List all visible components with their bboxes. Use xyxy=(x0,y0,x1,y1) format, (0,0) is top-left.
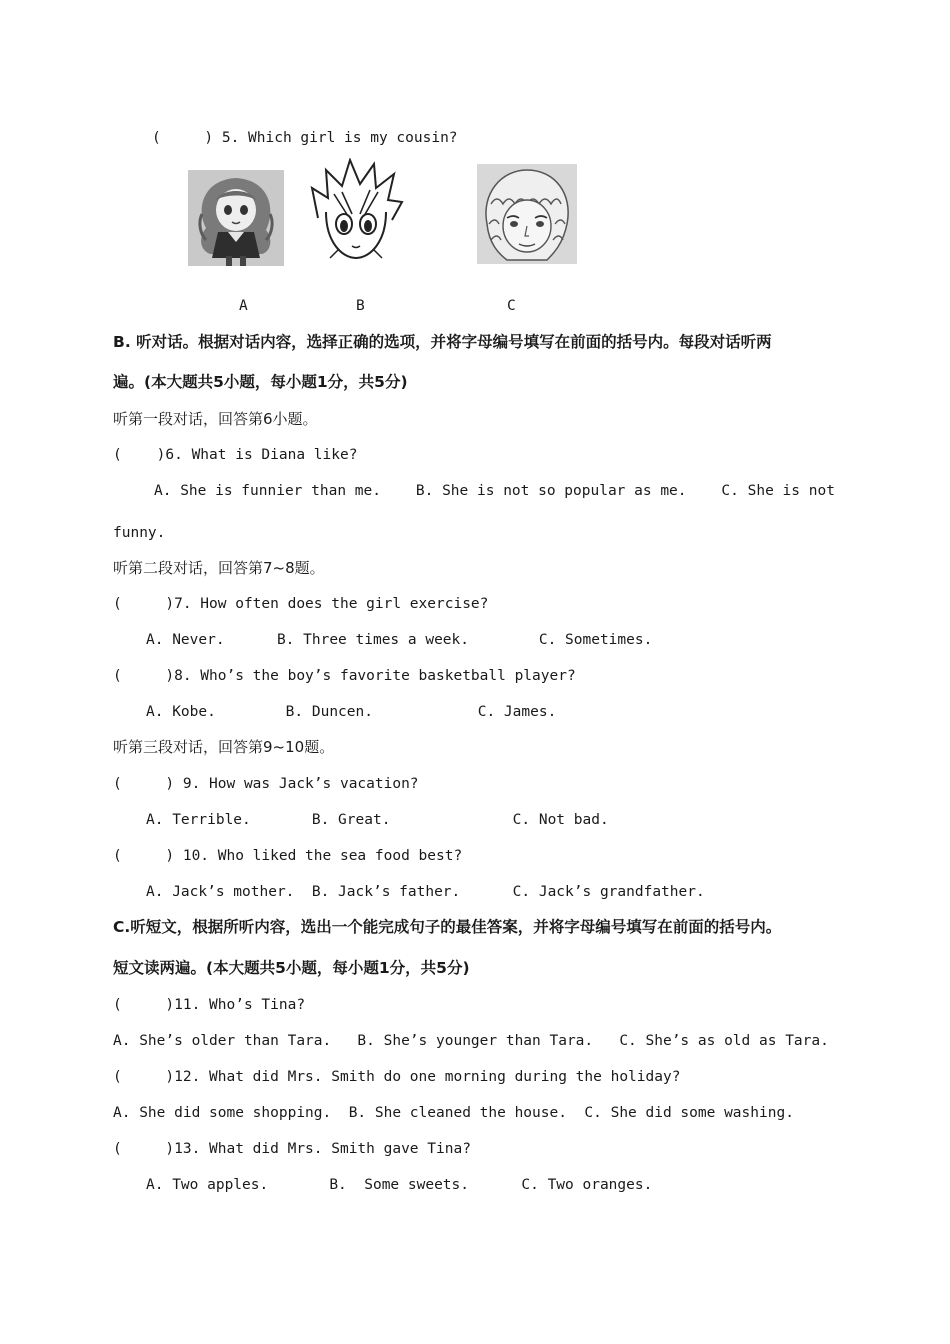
section-c-heading: C.听短文，根据所听内容，选出一个能完成句子的最佳答案，并将字母编号填写在前面的括号内。 xyxy=(113,918,782,936)
question-5: ( ) 5. Which girl is my cousin? xyxy=(152,130,458,146)
section-b-heading-cont: 遍。(本大题共5小题，每小题1分，共5分) xyxy=(113,373,408,391)
question-6-options-cont: funny. xyxy=(113,525,166,541)
girl-b-image xyxy=(308,158,404,264)
question-13: ( )13. What did Mrs. Smith gave Tina? xyxy=(113,1141,471,1157)
question-13-options: A. Two apples. B. Some sweets. C. Two oranges. xyxy=(146,1177,653,1193)
question-8-options: A. Kobe. B. Duncen. C. James. xyxy=(146,704,557,720)
question-7-options: A. Never. B. Three times a week. C. Sometimes. xyxy=(146,632,653,648)
question-11-options: A. She’s older than Tara. B. She’s younger than Tara. C. She’s as old as Tara. xyxy=(113,1033,829,1049)
dialog-1-instruction: 听第一段对话，回答第6小题。 xyxy=(113,410,318,428)
dialog-2-instruction: 听第二段对话，回答第7~8题。 xyxy=(113,559,325,577)
question-10-options: A. Jack’s mother. B. Jack’s father. C. Jack’s grandfather. xyxy=(146,884,705,900)
question-9: ( ) 9. How was Jack’s vacation? xyxy=(113,776,419,792)
girl-c-image xyxy=(477,164,577,264)
question-6-options: A. She is funnier than me. B. She is not so popular as me. C. She is not xyxy=(154,483,835,499)
option-label-b: B xyxy=(356,298,365,314)
question-10: ( ) 10. Who liked the sea food best? xyxy=(113,848,463,864)
option-label-a: A xyxy=(239,298,248,314)
question-11: ( )11. Who’s Tina? xyxy=(113,997,306,1013)
question-7: ( )7. How often does the girl exercise? xyxy=(113,596,489,612)
section-b-heading: B. 听对话。根据对话内容，选择正确的选项，并将字母编号填写在前面的括号内。每段对话听两 xyxy=(113,333,772,351)
question-9-options: A. Terrible. B. Great. C. Not bad. xyxy=(146,812,609,828)
option-label-c: C xyxy=(507,298,516,314)
section-c-heading-cont: 短文读两遍。(本大题共5小题，每小题1分，共5分) xyxy=(113,959,470,977)
question-8: ( )8. Who’s the boy’s favorite basketball player? xyxy=(113,668,576,684)
girl-a-image xyxy=(188,170,284,266)
question-12-options: A. She did some shopping. B. She cleaned the house. C. She did some washing. xyxy=(113,1105,794,1121)
question-6: ( )6. What is Diana like? xyxy=(113,447,358,463)
question-12: ( )12. What did Mrs. Smith do one morning during the holiday? xyxy=(113,1069,681,1085)
dialog-3-instruction: 听第三段对话，回答第9~10题。 xyxy=(113,738,335,756)
